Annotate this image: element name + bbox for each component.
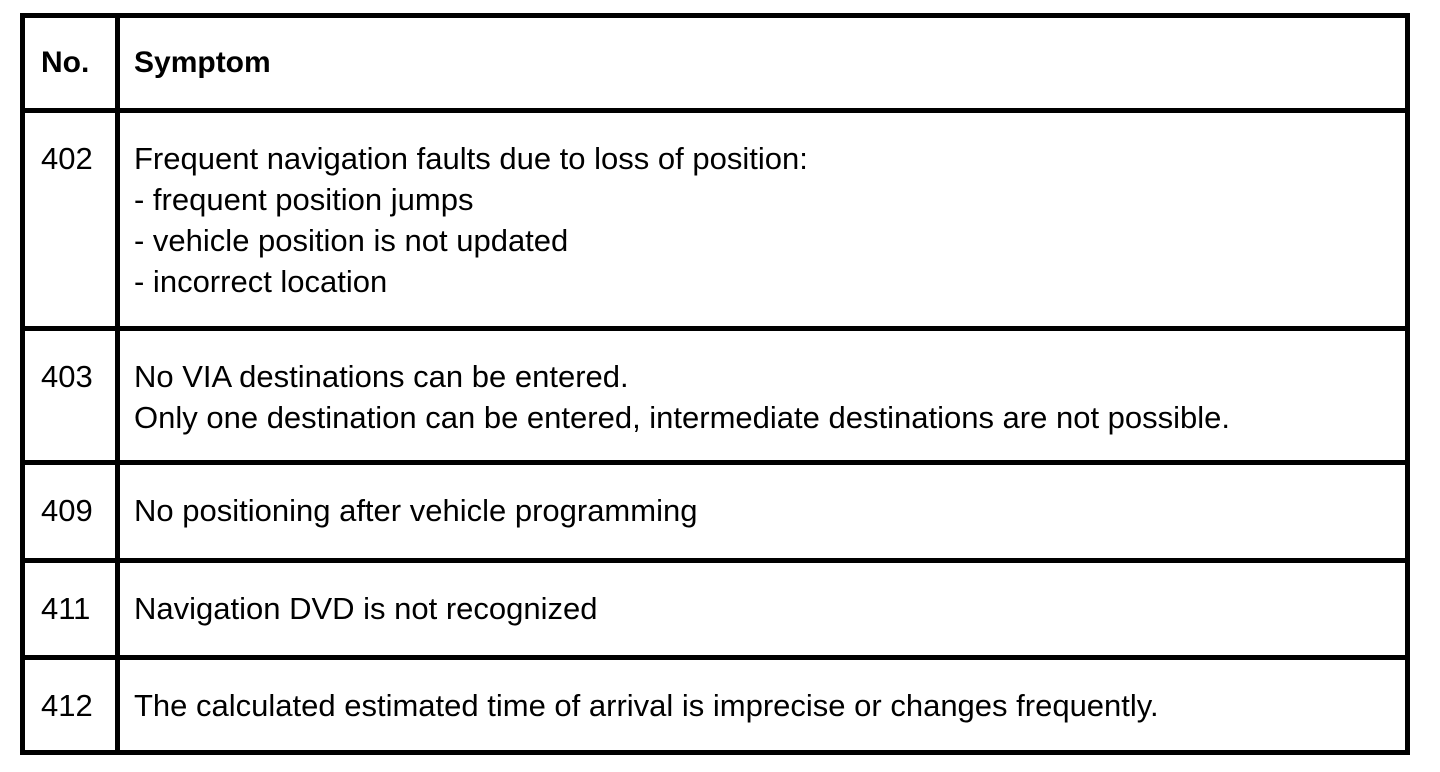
row-number-cell bbox=[23, 463, 118, 561]
table-row bbox=[23, 111, 1408, 329]
header-symptom bbox=[118, 16, 1408, 111]
symptom-line: - frequent position jumps bbox=[134, 182, 474, 217]
symptom-cell bbox=[118, 328, 1408, 463]
symptom-line: Frequent navigation faults due to loss of position: bbox=[134, 141, 808, 176]
table-row bbox=[23, 328, 1408, 463]
symptom-cell bbox=[118, 658, 1408, 753]
row-number-cell bbox=[23, 560, 118, 658]
row-number: 412 bbox=[41, 688, 93, 724]
row-number: 403 bbox=[41, 358, 93, 394]
table-row bbox=[23, 560, 1408, 658]
row-number: 409 bbox=[41, 493, 93, 529]
symptom-line: - incorrect location bbox=[134, 264, 388, 299]
table-header-row bbox=[23, 16, 1408, 111]
symptom-line: No VIA destinations can be entered. bbox=[134, 358, 629, 394]
header-no-label: No. bbox=[41, 46, 90, 79]
table-row bbox=[23, 463, 1408, 561]
symptom-line: Only one destination can be entered, intermediate destinations are not possible. bbox=[134, 399, 1231, 435]
symptom-cell bbox=[118, 111, 1408, 329]
row-number-cell bbox=[23, 328, 118, 463]
header-symptom-label: Symptom bbox=[134, 46, 271, 79]
row-number-cell bbox=[23, 658, 118, 753]
symptom-line: No positioning after vehicle programming bbox=[134, 493, 698, 529]
header-no bbox=[23, 16, 118, 111]
symptom-cell bbox=[118, 463, 1408, 561]
row-number: 411 bbox=[41, 590, 91, 626]
symptom-table bbox=[20, 13, 1410, 755]
symptom-line: The calculated estimated time of arrival is imprecise or changes frequently. bbox=[134, 688, 1159, 724]
symptom-cell bbox=[118, 560, 1408, 658]
row-number: 402 bbox=[41, 141, 93, 176]
row-number-cell bbox=[23, 111, 118, 329]
symptom-line: Navigation DVD is not recognized bbox=[134, 590, 598, 626]
symptom-line: - vehicle position is not updated bbox=[134, 223, 569, 258]
table-row bbox=[23, 658, 1408, 753]
